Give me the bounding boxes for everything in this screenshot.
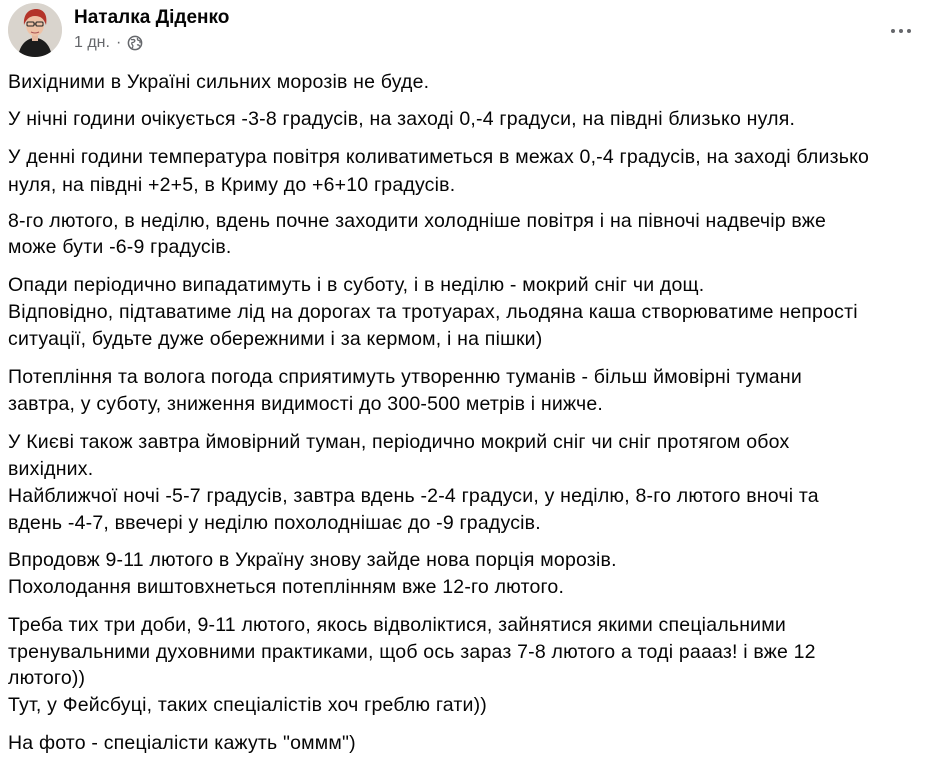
post-line: Похолодання виштовхнеться потеплінням вже 12-го лютого.: [8, 576, 565, 598]
post-line: може бути -6-9 градусів.: [8, 236, 232, 258]
avatar-image: [8, 3, 62, 57]
post-line: Треба тих три доби, 9-11 лютого, якось відволіктися, зайнятися якими спеціальними: [8, 614, 786, 636]
globe-icon[interactable]: [127, 35, 143, 51]
post-line: У денні години температура повітря коливатиметься в межах 0,-4 градусів, на заході близько: [8, 146, 870, 168]
post-line: У нічні години очікується -3-8 градусів, на заході 0,-4 градуси, на півдні близько нуля.: [8, 108, 796, 130]
post-line: тренувальними духовними практиками, щоб ось зараз 7-8 лютого а тоді раааз! і вже 12: [8, 641, 816, 663]
post-line: Тут, у Фейсбуці, таких спеціалістів хоч греблю гати)): [8, 694, 487, 716]
post-line: Впродовж 9-11 лютого в Україну знову зайде нова порція морозів.: [8, 549, 617, 571]
post-line: Потепління та волога погода сприятимуть утворенню туманів - більш ймовірні тумани: [8, 366, 802, 388]
post-line: Вихідними в Україні сильних морозів не буде.: [8, 71, 430, 93]
post-meta: [74, 34, 143, 52]
post-header: [8, 3, 919, 57]
author-avatar[interactable]: [8, 3, 62, 57]
post-line: нуля, на півдні +2+5, в Криму до +6+10 градусів.: [8, 174, 456, 196]
more-options-icon: [891, 29, 895, 33]
post-timestamp[interactable]: 1 дн.: [74, 34, 110, 51]
meta-separator: ·: [115, 34, 122, 51]
post-line: завтра, у суботу, зниження видимості до 300-500 метрів і нижче.: [8, 393, 604, 415]
more-options-icon-dot-2: [899, 29, 903, 33]
post-line: лютого)): [8, 667, 86, 689]
post-line: На фото - спеціалісти кажуть "оммм"): [8, 732, 356, 754]
post-line: 8-го лютого, в неділю, вдень почне заходити холодніше повітря і на півночі надвечір вже: [8, 210, 827, 232]
post-line: ситуації, будьте дуже обережними і за кермом, і на пішки): [8, 328, 543, 350]
post-line: У Києві також завтра ймовірний туман, періодично мокрий сніг чи сніг протягом обох: [8, 431, 790, 453]
post-line: Опади періодично випадатимуть і в суботу, і в неділю - мокрий сніг чи дощ.: [8, 274, 705, 296]
post-line: вдень -4-7, ввечері у неділю похолоднішає до -9 градусів.: [8, 512, 541, 534]
more-options-icon-dot-3: [907, 29, 911, 33]
author-name[interactable]: Наталка Діденко: [74, 7, 230, 28]
more-options-button[interactable]: [883, 13, 919, 49]
post-line: Відповідно, підтаватиме лід на дорогах та тротуарах, льодяна каша створюватиме непрості: [8, 301, 858, 323]
post-line: вихідних.: [8, 458, 94, 480]
post-line: Найближчої ночі -5-7 градусів, завтра вдень -2-4 градуси, у неділю, 8-го лютого вночі та: [8, 485, 819, 507]
